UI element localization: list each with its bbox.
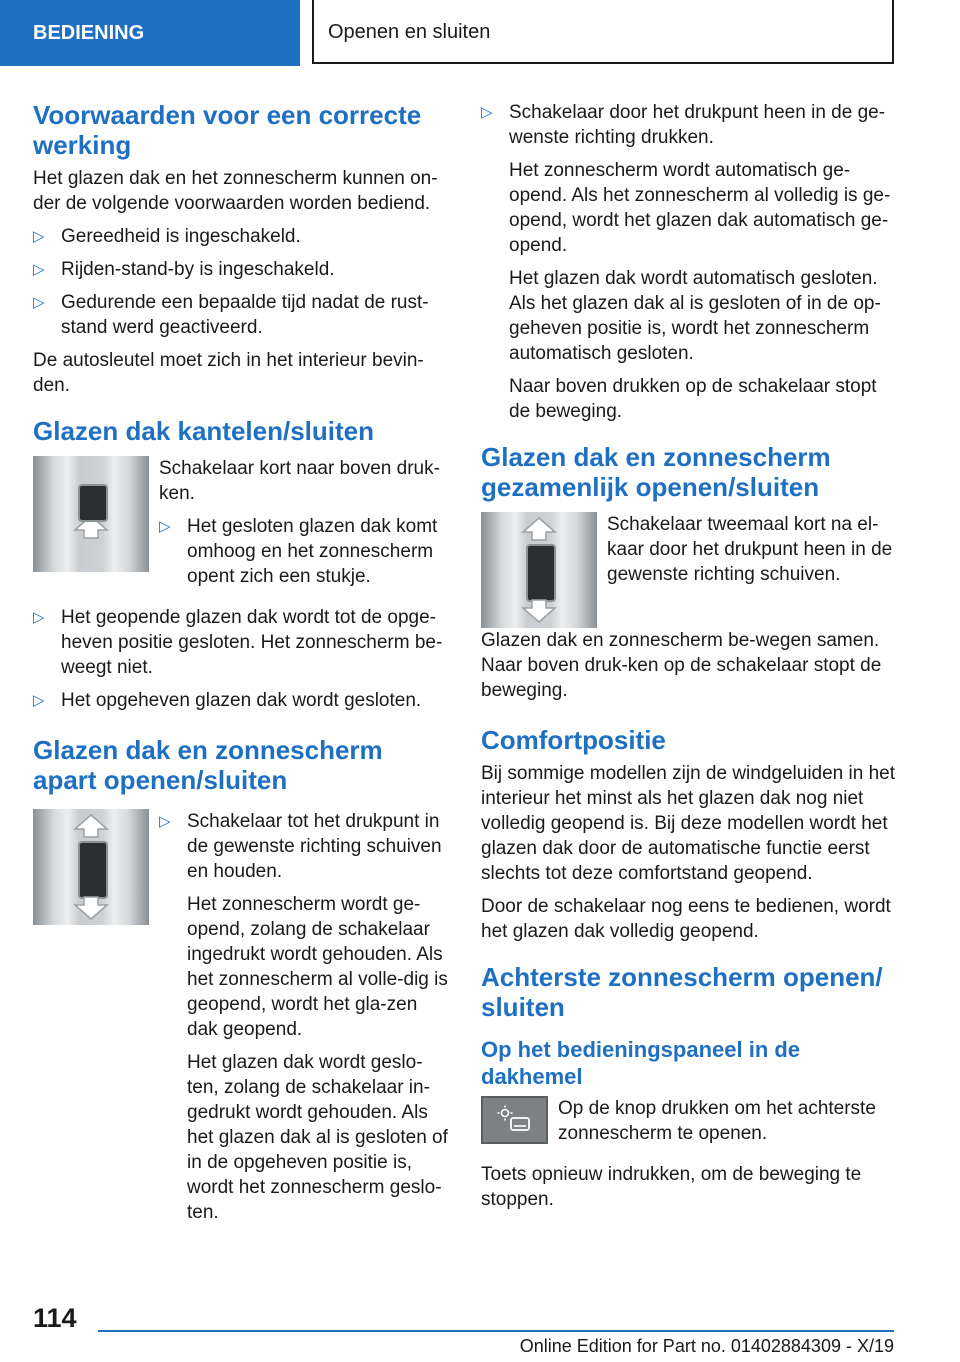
right-column <box>481 100 896 1220</box>
list-item: ▷ Het opgeheven glazen dak wordt gesloten. <box>33 690 422 711</box>
arrow-up-icon <box>73 813 109 839</box>
switch-updown-illustration <box>481 512 597 628</box>
list-item: ▷ Het geopende glazen dak wordt tot de opge-heven positie gesloten. Het zonnescherm be-weegt niet. <box>33 607 443 678</box>
paragraph: Bij sommige modellen zijn de windgeluiden in het interieur het minst als het glazen dak nog niet volledig geopend is. Bij deze modellen wordt het glazen dak door de automatische functie eerst slechts tot deze comfortstand geopend. <box>481 763 896 884</box>
arrow-down-icon <box>73 895 109 921</box>
section-title: Openen en sluiten <box>312 0 894 64</box>
bullet-icon: ▷ <box>159 518 171 535</box>
arrow-down-icon <box>521 598 557 624</box>
heading-rear-sunshade: Achterste zonnescherm openen/ sluiten <box>481 962 883 1022</box>
heading-tilt-close: Glazen dak kantelen/sluiten <box>33 416 374 446</box>
bullet-icon: ▷ <box>159 813 171 830</box>
chapter-tab: BEDIENING <box>0 0 300 66</box>
bullet-list <box>33 224 448 340</box>
arrow-up-icon <box>521 516 557 542</box>
switch-icon <box>78 841 108 899</box>
list-item: ▷ Schakelaar door het drukpunt heen in de ge-wenste richting drukken. Het zonnescherm wordt automatisch ge-opend. Als het zonnescherm al volledig is ge-opend, wordt het glazen dak automatisch ge-opend. Het glazen dak wordt automatisch gesloten. Als het glazen dak al is gesloten of in de op-geheven positie is, wordt het zonnescherm automatisch gesloten. Naar boven drukken op de schakelaar stopt de beweging. <box>481 102 891 422</box>
heading-joint-open-close: Glazen dak en zonnescherm gezamenlijk openen/sluiten <box>481 442 831 502</box>
page-number: 114 <box>33 1303 77 1333</box>
list-item: ▷ Gedurende een bepaalde tijd nadat de rust-stand werd geactiveerd. <box>33 292 429 338</box>
subheading-roof-panel: Op het bedieningspaneel in de dakhemel <box>481 1037 801 1089</box>
paragraph: Schakelaar tweemaal kort na el-kaar door het drukpunt heen in de gewenste richting schuiven. <box>607 514 893 585</box>
paragraph: Het glazen dak en het zonnescherm kunnen on-der de volgende voorwaarden worden bediend. <box>33 168 438 214</box>
list-item: ▷ Schakelaar tot het drukpunt in de gewenste richting schuiven en houden. Het zonnescherm wordt ge-opend, zolang de schakelaar ingedrukt wordt gehouden. Als het zonnescherm al volle-dig is geopend, wordt het gla-zen dak geopend. Het glazen dak wordt geslo-ten, zolang de schakelaar in-gedrukt wordt gehouden. Als het glazen dak al is gesloten of in de opgeheven positie is, wordt het zonnescherm geslo-ten. <box>159 811 448 1223</box>
switch-icon <box>526 544 556 602</box>
bullet-icon: ▷ <box>33 228 45 245</box>
paragraph: De autosleutel moet zich in het interieur bevin-den. <box>33 350 424 396</box>
switch-updown-illustration <box>33 809 149 925</box>
paragraph: Toets opnieuw indrukken, om de beweging te stoppen. <box>481 1164 862 1210</box>
footer-divider <box>98 1330 894 1332</box>
switch-icon <box>78 484 108 522</box>
sunshade-button-illustration <box>481 1096 548 1144</box>
heading-conditions: Voorwaarden voor een correcte werking <box>33 100 422 160</box>
left-column <box>33 100 448 1241</box>
heading-separate-open-close: Glazen dak en zonnescherm apart openen/sluiten <box>33 735 383 795</box>
switch-up-illustration <box>33 456 149 572</box>
list-item: ▷ Gereedheid is ingeschakeld. <box>33 226 301 247</box>
paragraph: Op de knop drukken om het achterste zonnescherm te openen. <box>558 1098 876 1144</box>
list-item: ▷ Het gesloten glazen dak komt omhoog en het zonnescherm opent zich een stukje. <box>159 516 438 587</box>
bullet-icon: ▷ <box>33 294 45 311</box>
footer-edition: Online Edition for Part no. 01402884309 - X/19 <box>519 1336 894 1356</box>
bullet-icon: ▷ <box>33 692 45 709</box>
bullet-icon: ▷ <box>481 104 493 121</box>
bullet-icon: ▷ <box>33 261 45 278</box>
heading-comfort-position: Comfortpositie <box>481 725 666 755</box>
paragraph: Schakelaar kort naar boven druk-ken. <box>159 458 440 504</box>
bullet-icon: ▷ <box>33 609 45 626</box>
paragraph: Glazen dak en zonnescherm be-wegen samen. Naar boven druk-ken op de schakelaar stopt de beweging. <box>481 630 882 701</box>
paragraph: Door de schakelaar nog eens te bedienen, wordt het glazen dak volledig geopend. <box>481 896 891 942</box>
rear-sunshade-icon <box>497 1105 531 1133</box>
list-item: ▷ Rijden-stand-by is ingeschakeld. <box>33 259 335 280</box>
